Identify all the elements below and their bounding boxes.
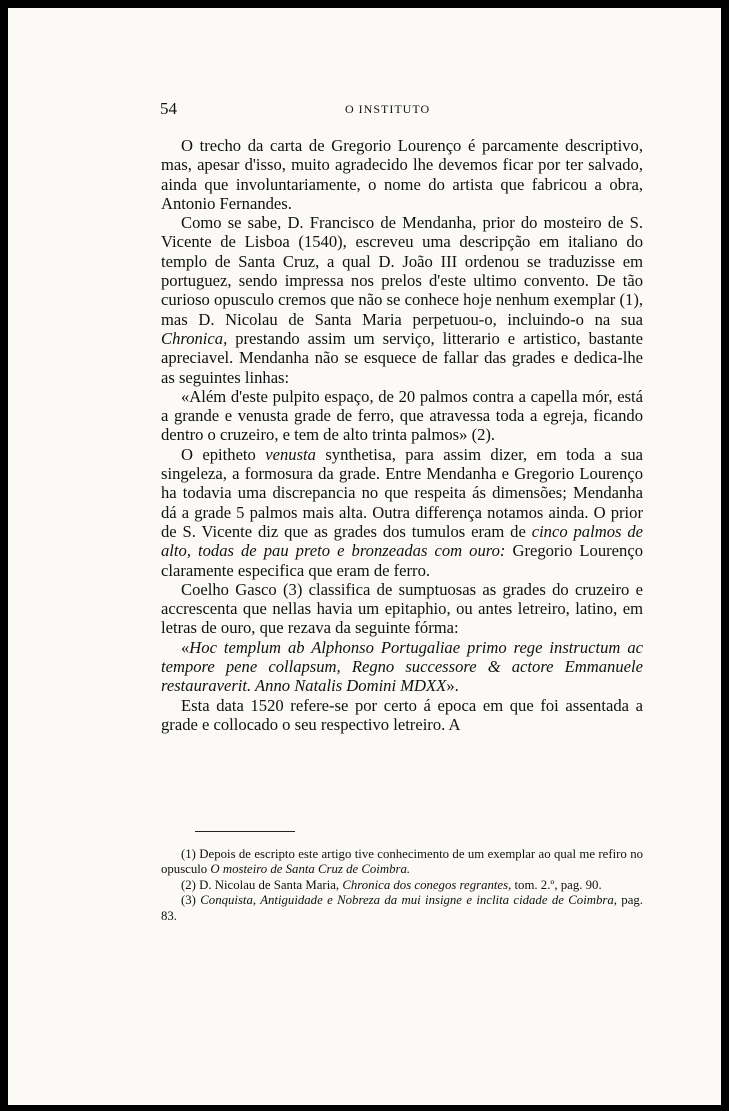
latin-close-quote: ». — [446, 676, 459, 696]
book-page — [8, 8, 721, 1105]
footnote-2-end: tom. 2.º, pag. 90. — [511, 877, 602, 892]
paragraph-6-latin — [161, 638, 643, 696]
latin-open-quote: « — [181, 637, 190, 657]
body-text — [161, 136, 643, 734]
latin-epitaph: Hoc templum ab Alphonso Portugaliae primo rege instructum ac tempore pene collapsum, Regno successore & actore Emmanuele restauraverit. Anno Natalis Domini MDXX — [161, 637, 643, 696]
paragraph-1: O trecho da carta de Gregorio Lourenço é parcamente descriptivo, mas, apesar d'isso, muito agradecido lhe devemos ficar por ter salvado, ainda que involuntariamente, o nome do artista que fabricou a obra, Antonio Fernandes. — [161, 136, 643, 213]
footnote-2 — [161, 878, 643, 893]
footnote-2-text: (2) D. Nicolau de Santa Maria, — [181, 877, 343, 892]
footnote-1 — [161, 847, 643, 878]
paragraph-4-middle: synthetisa, para assim dizer, em toda a sua singeleza, a formosura da grade. Entre Mendanha e Gregorio Lourenço ha todavia uma discrepancia no que respeita ás dimensões; Mendanha dá a grade 5 palmos mais alta. Outra differença notamos ainda. O prior de S. Vicente diz que as grades dos tumulos eram de — [161, 444, 644, 541]
footnote-3 — [161, 893, 643, 924]
paragraph-5: Coelho Gasco (3) classifica de sumptuosas as grades do cruzeiro e accrescenta que nellas havia um epitaphio, ou antes letreiro, latino, em letras de ouro, que rezava da seguinte fórma: — [161, 579, 643, 638]
footnote-3-text: (3) — [181, 893, 201, 908]
paragraph-4 — [161, 445, 643, 580]
paragraph-2-text: Como se sabe, D. Francisco de Mendanha, prior do mosteiro de S. Vicente de Lisboa (1540), escreveu uma descripção em italiano do templo de Santa Cruz, a qual D. João III ordenou se traduzisse em portuguez, sendo impressa nos prelos d'este ultimo convento. De tão curioso opusculo cremos que não se conhece hoje nenhum exemplar (1), mas D. Nicolau de Santa Maria perpetuou-o, incluindo-o na sua — [161, 213, 643, 329]
footnote-1-title: O mosteiro de Santa Cruz de Coimbra. — [210, 862, 411, 877]
chronica-title: Chronica, — [161, 328, 228, 348]
footnote-3-end: pag. 83. — [161, 893, 643, 923]
paragraph-2-end: prestando assim um serviço, litterario e artistico, bastante apreciavel. Mendanha não se esquece de fallar das grades e dedica-lhe as seguintes linhas: — [161, 328, 643, 387]
paragraph-2 — [161, 213, 643, 387]
page-number: 54 — [160, 99, 177, 118]
page-header — [160, 99, 646, 123]
paragraph-4-quote: cinco palmos de alto, todas de pau preto e bronzeadas com ouro: — [161, 521, 643, 561]
paragraph-7: Esta data 1520 refere-se por certo á epoca em que foi assentada a grade e collocado o seu respectivo letreiro. A — [161, 695, 643, 734]
footnote-rule — [195, 831, 295, 832]
paragraph-4-start: O epitheto — [181, 444, 266, 464]
footnote-3-title: Conquista, Antiguidade e Nobreza da mui insigne e inclita cidade de Coimbra, — [200, 893, 617, 908]
footnote-2-title: Chronica dos conegos regrantes, — [342, 877, 512, 892]
running-head: O INSTITUTO — [345, 102, 431, 116]
paragraph-3-quote: «Além d'este pulpito espaço, de 20 palmos contra a capella mór, está a grande e venusta grade de ferro, que atravessa toda a egreja, ficando dentro o cruzeiro, e tem de alto trinta palmos» (2). — [161, 386, 643, 445]
paragraph-4-end: Gregorio Lourenço claramente especifica que eram de ferro. — [161, 541, 643, 580]
footnote-1-text: (1) Depois de escripto este artigo tive conhecimento de um exemplar ao qual me refiro no opusculo — [161, 847, 643, 877]
venusta-word: venusta — [265, 444, 316, 464]
footnotes — [161, 847, 643, 924]
